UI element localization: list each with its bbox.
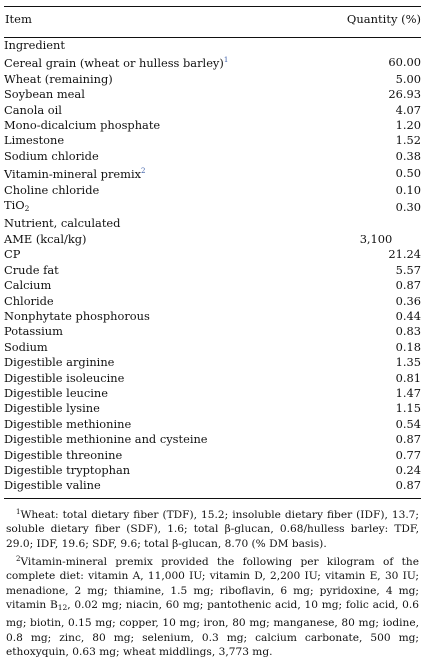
row-label (4, 133, 331, 148)
table-row (4, 164, 421, 182)
row-value: 1.35 (395, 355, 421, 370)
row-label (4, 386, 331, 401)
row-value: 0.50 (395, 165, 421, 180)
footnote-1 (6, 505, 419, 552)
table-row (4, 294, 421, 309)
row-value: 0.10 (395, 182, 421, 197)
table-row (4, 87, 421, 102)
row-label (4, 247, 331, 262)
row-value: 0.54 (395, 416, 421, 431)
table-row (4, 340, 421, 355)
row-value: 0.83 (395, 324, 421, 339)
table-row (4, 183, 421, 198)
row-label (4, 432, 331, 447)
footnote-ref-link[interactable]: 2 (141, 167, 146, 176)
row-value: 1.47 (395, 385, 421, 400)
row-label-text: Crude fat (4, 262, 59, 277)
row-value: 0.24 (395, 462, 421, 477)
row-label-text: Digestible arginine (4, 355, 115, 370)
row-value: 0.18 (395, 339, 421, 354)
table-row (4, 371, 421, 386)
row-label (4, 118, 331, 133)
row-label-text: Digestible methionine (4, 416, 132, 431)
row-value: 21.24 (388, 247, 421, 262)
quantity-column-header: Quantity (%) (346, 12, 421, 26)
row-label (4, 278, 331, 293)
row-value: 60.00 (388, 54, 421, 69)
footnote-2-text-b: , 0.02 mg; niacin, 60 mg; pantothenic acid, 10 mg; folic acid, 0.6 mg; biotin, 0.15 mg; copper, 10 mg; iron, 80 mg; manganese, 80 mg; iodine, 0.8 mg; zinc, 80 mg; selenium, 0.3 mg; calcium carbonate, 500 mg; ethoxyquin, 0.63 mg; wheat middlings, 3,773 mg. (6, 599, 419, 659)
nutrient-section-header (4, 216, 421, 231)
table-row (4, 478, 421, 493)
footnote-2-text-a: Vitamin-mineral premix provided the following per kilogram of the complete diet: vitamin A, 11,000 IU; vitamin D, 2,200 IU; vitamin E, 30 IU; menadione, 2 mg; thiamine, 1.5 mg; riboflavin, 6 mg; pyridoxine, 4 mg; vitamin B (6, 555, 419, 612)
row-value: 0.87 (395, 478, 421, 493)
row-label (4, 478, 331, 493)
row-label-text: Digestible threonine (4, 447, 123, 462)
table-row (4, 355, 421, 370)
row-value: 5.00 (395, 71, 421, 86)
row-label (4, 72, 331, 87)
row-label (4, 53, 331, 71)
table-row (4, 118, 421, 133)
table-row (4, 72, 421, 87)
table-row (4, 278, 421, 293)
footnote-2-mark: 2 (16, 554, 21, 563)
table-row (4, 133, 421, 148)
footnote-2 (6, 552, 419, 660)
row-label (4, 183, 331, 198)
table-row (4, 263, 421, 278)
table-row (4, 232, 421, 247)
row-value: 26.93 (388, 87, 421, 102)
row-label (4, 448, 331, 463)
row-label (4, 324, 331, 339)
table-row (4, 448, 421, 463)
row-label (4, 417, 331, 432)
row-value: 0.87 (395, 432, 421, 447)
row-label (4, 164, 331, 182)
row-label (4, 87, 331, 102)
row-label-text: TiO (4, 198, 25, 213)
row-label-text: Chloride (4, 293, 54, 308)
row-label (4, 463, 331, 478)
row-value: 0.44 (395, 308, 421, 323)
row-value: 1.15 (395, 401, 421, 416)
row-value: 0.87 (395, 278, 421, 293)
row-label-subscript: 2 (24, 204, 30, 214)
row-label (4, 294, 331, 309)
row-label (4, 149, 331, 164)
row-value: 0.36 (395, 293, 421, 308)
row-label-text: Vitamin-mineral premix (4, 167, 142, 182)
row-value: 4.07 (395, 102, 421, 117)
table-row (4, 401, 421, 416)
row-label-text: Cereal grain (wheat or hulless barley) (4, 56, 224, 71)
row-label-text: Sodium chloride (4, 148, 99, 163)
row-value: 0.30 (395, 199, 421, 214)
row-value: 1.52 (395, 133, 421, 148)
ingredient-section-title: Ingredient (4, 38, 65, 52)
nutrient-section-title: Nutrient, calculated (4, 216, 121, 231)
row-label-text: Limestone (4, 133, 65, 148)
row-value: 0.38 (395, 148, 421, 163)
item-column-header: Item (5, 12, 32, 26)
row-label-text: Sodium (4, 339, 48, 354)
table-header (4, 7, 421, 31)
data-table (4, 38, 421, 494)
row-label-text: Digestible isoleucine (4, 370, 125, 385)
row-label-text: Digestible lysine (4, 401, 100, 416)
diet-composition-table (0, 6, 425, 659)
row-label-text: Digestible valine (4, 478, 101, 493)
table-row (4, 309, 421, 324)
row-value: 0.77 (395, 447, 421, 462)
table-row (4, 386, 421, 401)
table-row (4, 149, 421, 164)
table-row (4, 324, 421, 339)
row-label (4, 401, 331, 416)
row-label (4, 340, 331, 355)
row-label-text: Digestible leucine (4, 385, 108, 400)
row-value: 1.20 (395, 118, 421, 133)
row-label-text: Choline chloride (4, 182, 100, 197)
ingredient-section-header (4, 38, 421, 53)
footnote-ref-link[interactable]: 1 (223, 56, 229, 65)
table-row (4, 103, 421, 118)
footnote-1-mark: 1 (16, 507, 21, 516)
row-label (4, 232, 331, 247)
row-label (4, 198, 331, 216)
row-label-text: Canola oil (4, 102, 62, 117)
footnote-2-subscript: 12 (57, 603, 68, 613)
row-value: 3,100 (359, 231, 393, 246)
row-label-text: Mono-dicalcium phosphate (4, 118, 161, 133)
table-row (4, 417, 421, 432)
row-label-text: CP (4, 247, 21, 262)
row-label-text: AME (kcal/kg) (4, 231, 87, 246)
bottom-rule (4, 498, 421, 499)
row-label-text: Potassium (4, 324, 63, 339)
row-label (4, 371, 331, 386)
footnote-1-text: Wheat: total dietary fiber (TDF), 15.2; insoluble dietary fiber (IDF), 13.7; soluble dietary fiber (SDF), 1.6; total β-glucan, 0.68/hulless barley: TDF, 29.0; IDF, 19.6; SDF, 9.6; total β-glucan, 8.70 (% DM basis). (6, 508, 419, 550)
table-row (4, 463, 421, 478)
row-label-text: Soybean meal (4, 87, 85, 102)
row-label-text: Calcium (4, 278, 52, 293)
row-label-text: Digestible methionine and cysteine (4, 432, 208, 447)
row-label (4, 309, 331, 324)
table-row (4, 198, 421, 216)
row-label-text: Nonphytate phosphorous (4, 308, 150, 323)
row-label-text: Digestible tryptophan (4, 462, 131, 477)
table-row (4, 53, 421, 71)
row-value: 0.81 (395, 370, 421, 385)
footnotes (4, 505, 421, 660)
table-row (4, 432, 421, 447)
row-value: 5.57 (395, 262, 421, 277)
table-body (4, 38, 421, 494)
row-label-text: Wheat (remaining) (4, 71, 113, 86)
row-label (4, 355, 331, 370)
row-label (4, 263, 331, 278)
row-label (4, 103, 331, 118)
table-row (4, 247, 421, 262)
